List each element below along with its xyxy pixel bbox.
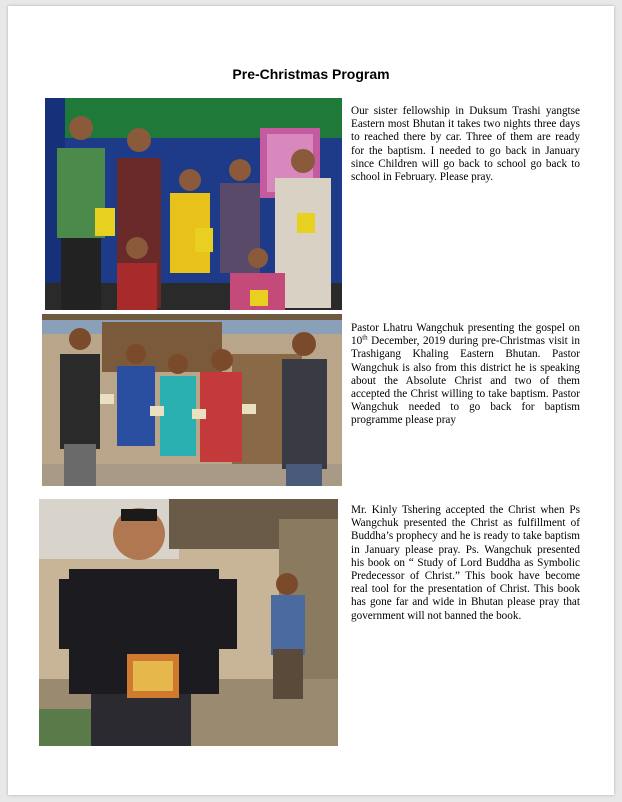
document-page xyxy=(8,6,614,795)
group-photo-trashigang xyxy=(42,314,342,486)
page-title: Pre-Christmas Program xyxy=(232,66,390,82)
portrait-kinly-tshering xyxy=(39,499,338,746)
section-2-text: Pastor Lhatru Wangchuk presenting the gospel on 10th December, 2019 during pre-Christmas visit in Trashigang Khaling Eastern Bhutan. Pastor Wangchuk is also from this district he is speaking about the Absolute Christ and two of them accepted the Christ willing to take baptism. Pastor Wangchuk needed to go back for baptism programme please pray xyxy=(351,322,580,427)
section-3-text: Mr. Kinly Tshering accepted the Christ when Ps Wangchuk presented the Christ as fulfillment of Buddha’s prophecy and he is ready to take baptism in January please pray. Ps. Wangchuk presented his book on “ Study of Lord Buddha as Symbolic Predecessor of Christ.” This book have become real tool for the presentation of Christ. This book has gone far and wide in Bhutan please pray that government will not banned the book. xyxy=(351,504,580,622)
section-1-text: Our sister fellowship in Duksum Trashi yangtse Eastern most Bhutan it takes two nights three days to reached there by car. Three of them are ready for the baptism. I needed to go back in January since Children will go back to school go back to school in February. Please pray. xyxy=(351,105,580,184)
group-photo-duksum xyxy=(45,98,342,310)
